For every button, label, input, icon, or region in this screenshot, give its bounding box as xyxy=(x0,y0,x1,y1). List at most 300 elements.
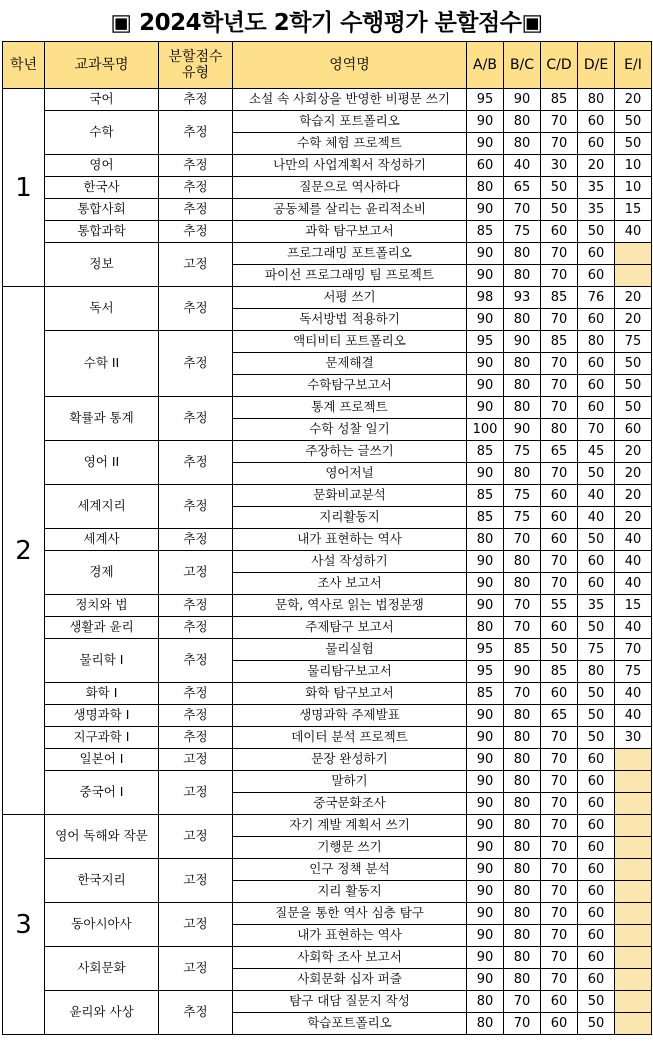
score-cd-cell: 70 xyxy=(541,925,578,947)
score-de-cell: 60 xyxy=(578,881,615,903)
subject-cell: 동아시아사 xyxy=(45,903,159,947)
score-bc-cell: 80 xyxy=(504,771,541,793)
header-ei: E/I xyxy=(615,42,652,89)
subject-cell: 수학 xyxy=(45,111,159,155)
score-ab-cell: 80 xyxy=(467,529,504,551)
type-cell: 추정 xyxy=(159,221,233,243)
score-ei-cell: 20 xyxy=(615,287,652,309)
score-ab-cell: 90 xyxy=(467,925,504,947)
score-bc-cell: 75 xyxy=(504,485,541,507)
score-ab-cell: 90 xyxy=(467,793,504,815)
subject-cell: 영어 독해와 작문 xyxy=(45,815,159,859)
score-de-cell: 60 xyxy=(578,375,615,397)
score-ab-cell: 90 xyxy=(467,309,504,331)
area-cell: 독서방법 적용하기 xyxy=(233,309,467,331)
subject-cell: 확률과 통계 xyxy=(45,397,159,441)
area-cell: 말하기 xyxy=(233,771,467,793)
score-cd-cell: 55 xyxy=(541,595,578,617)
table-row xyxy=(3,815,652,837)
area-cell: 공동체를 살리는 윤리적소비 xyxy=(233,199,467,221)
score-de-cell: 50 xyxy=(578,705,615,727)
score-ab-cell: 90 xyxy=(467,551,504,573)
score-bc-cell: 80 xyxy=(504,397,541,419)
score-de-cell: 60 xyxy=(578,353,615,375)
score-ab-cell: 90 xyxy=(467,947,504,969)
score-de-cell: 60 xyxy=(578,749,615,771)
type-cell: 추정 xyxy=(159,595,233,617)
score-de-cell: 80 xyxy=(578,89,615,111)
score-bc-cell: 80 xyxy=(504,463,541,485)
area-cell: 수학탐구보고서 xyxy=(233,375,467,397)
subject-cell: 세계지리 xyxy=(45,485,159,529)
score-ei-cell: 20 xyxy=(615,485,652,507)
table-row xyxy=(3,441,652,463)
score-de-cell: 60 xyxy=(578,111,615,133)
score-bc-cell: 90 xyxy=(504,661,541,683)
area-cell: 물리탐구보고서 xyxy=(233,661,467,683)
grade-cell: 1 xyxy=(3,89,45,287)
type-cell: 고정 xyxy=(159,749,233,771)
table-row xyxy=(3,485,652,507)
score-de-cell: 35 xyxy=(578,177,615,199)
score-de-cell: 60 xyxy=(578,551,615,573)
area-cell: 과학 탐구보고서 xyxy=(233,221,467,243)
score-de-cell: 60 xyxy=(578,815,615,837)
score-ab-cell: 90 xyxy=(467,397,504,419)
score-bc-cell: 70 xyxy=(504,991,541,1013)
score-bc-cell: 80 xyxy=(504,903,541,925)
score-cd-cell: 60 xyxy=(541,1013,578,1035)
area-cell: 문제해결 xyxy=(233,353,467,375)
score-bc-cell: 93 xyxy=(504,287,541,309)
header-grade: 학년 xyxy=(3,42,45,89)
score-ei-cell: 50 xyxy=(615,353,652,375)
score-bc-cell: 90 xyxy=(504,89,541,111)
header-area: 영역명 xyxy=(233,42,467,89)
score-ei-cell: 75 xyxy=(615,331,652,353)
type-cell: 고정 xyxy=(159,859,233,903)
score-ab-cell: 95 xyxy=(467,661,504,683)
score-ab-cell: 90 xyxy=(467,353,504,375)
score-bc-cell: 80 xyxy=(504,705,541,727)
score-ab-cell: 95 xyxy=(467,89,504,111)
score-cd-cell: 30 xyxy=(541,155,578,177)
score-de-cell: 50 xyxy=(578,1013,615,1035)
score-bc-cell: 80 xyxy=(504,111,541,133)
score-cd-cell: 70 xyxy=(541,111,578,133)
score-de-cell: 60 xyxy=(578,243,615,265)
score-ei-cell xyxy=(615,969,652,991)
area-cell: 주제탐구 보고서 xyxy=(233,617,467,639)
area-cell: 수학 체험 프로젝트 xyxy=(233,133,467,155)
table-row xyxy=(3,595,652,617)
subject-cell: 생활과 윤리 xyxy=(45,617,159,639)
score-cd-cell: 65 xyxy=(541,441,578,463)
score-de-cell: 60 xyxy=(578,573,615,595)
score-cd-cell: 70 xyxy=(541,309,578,331)
score-cd-cell: 70 xyxy=(541,793,578,815)
page-title: ▣ 2024학년도 2학기 수행평가 분할점수▣ xyxy=(110,10,543,36)
table-row xyxy=(3,89,652,111)
area-cell: 물리실험 xyxy=(233,639,467,661)
type-cell: 추정 xyxy=(159,485,233,529)
type-cell: 추정 xyxy=(159,111,233,155)
table-row xyxy=(3,617,652,639)
header-ab: A/B xyxy=(467,42,504,89)
type-cell: 추정 xyxy=(159,177,233,199)
score-ab-cell: 90 xyxy=(467,859,504,881)
type-cell: 추정 xyxy=(159,705,233,727)
table-row xyxy=(3,705,652,727)
score-ab-cell: 90 xyxy=(467,133,504,155)
score-cd-cell: 70 xyxy=(541,463,578,485)
table-row xyxy=(3,111,652,133)
score-cd-cell: 85 xyxy=(541,287,578,309)
score-ab-cell: 80 xyxy=(467,177,504,199)
score-ei-cell: 40 xyxy=(615,573,652,595)
score-cd-cell: 70 xyxy=(541,837,578,859)
header-type-line1: 분할점수 xyxy=(168,48,223,65)
score-cd-cell: 70 xyxy=(541,947,578,969)
score-ab-cell: 90 xyxy=(467,705,504,727)
score-ab-cell: 90 xyxy=(467,903,504,925)
score-cd-cell: 70 xyxy=(541,573,578,595)
score-cd-cell: 70 xyxy=(541,749,578,771)
score-ab-cell: 90 xyxy=(467,881,504,903)
type-cell: 추정 xyxy=(159,441,233,485)
table-row xyxy=(3,221,652,243)
subject-cell: 통합사회 xyxy=(45,199,159,221)
subject-cell: 사회문화 xyxy=(45,947,159,991)
score-bc-cell: 80 xyxy=(504,947,541,969)
score-ab-cell: 90 xyxy=(467,837,504,859)
score-bc-cell: 75 xyxy=(504,221,541,243)
header-subject: 교과목명 xyxy=(45,42,159,89)
table-row xyxy=(3,199,652,221)
score-ei-cell: 10 xyxy=(615,155,652,177)
score-table-body xyxy=(3,89,652,1035)
table-row xyxy=(3,155,652,177)
score-ab-cell: 95 xyxy=(467,639,504,661)
subject-cell: 독서 xyxy=(45,287,159,331)
table-row xyxy=(3,639,652,661)
area-cell: 문학, 역사로 읽는 법정분쟁 xyxy=(233,595,467,617)
area-cell: 주장하는 글쓰기 xyxy=(233,441,467,463)
score-de-cell: 50 xyxy=(578,617,615,639)
area-cell: 생명과학 주제발표 xyxy=(233,705,467,727)
score-de-cell: 50 xyxy=(578,221,615,243)
score-de-cell: 60 xyxy=(578,133,615,155)
score-bc-cell: 70 xyxy=(504,683,541,705)
score-de-cell: 50 xyxy=(578,463,615,485)
score-bc-cell: 80 xyxy=(504,727,541,749)
score-cd-cell: 85 xyxy=(541,89,578,111)
area-cell: 사회학 조사 보고서 xyxy=(233,947,467,969)
score-de-cell: 60 xyxy=(578,793,615,815)
score-ei-cell xyxy=(615,793,652,815)
score-ei-cell: 40 xyxy=(615,529,652,551)
score-bc-cell: 80 xyxy=(504,793,541,815)
score-de-cell: 45 xyxy=(578,441,615,463)
score-cd-cell: 70 xyxy=(541,903,578,925)
score-ei-cell xyxy=(615,1013,652,1035)
score-ei-cell: 50 xyxy=(615,111,652,133)
score-de-cell: 40 xyxy=(578,485,615,507)
score-cd-cell: 60 xyxy=(541,221,578,243)
score-cd-cell: 65 xyxy=(541,705,578,727)
score-ab-cell: 90 xyxy=(467,375,504,397)
score-de-cell: 50 xyxy=(578,991,615,1013)
score-bc-cell: 70 xyxy=(504,199,541,221)
area-cell: 기행문 쓰기 xyxy=(233,837,467,859)
score-ei-cell: 50 xyxy=(615,397,652,419)
area-cell: 내가 표현하는 역사 xyxy=(233,925,467,947)
score-ei-cell: 40 xyxy=(615,683,652,705)
score-cd-cell: 60 xyxy=(541,529,578,551)
score-ab-cell: 90 xyxy=(467,727,504,749)
table-row xyxy=(3,331,652,353)
score-ei-cell xyxy=(615,771,652,793)
score-ab-cell: 90 xyxy=(467,199,504,221)
subject-cell: 중국어 I xyxy=(45,771,159,815)
area-cell: 자기 계발 계획서 쓰기 xyxy=(233,815,467,837)
header-cd: C/D xyxy=(541,42,578,89)
subject-cell: 영어 II xyxy=(45,441,159,485)
score-ei-cell: 30 xyxy=(615,727,652,749)
subject-cell: 세계사 xyxy=(45,529,159,551)
score-cd-cell: 70 xyxy=(541,353,578,375)
score-cd-cell: 60 xyxy=(541,683,578,705)
score-de-cell: 60 xyxy=(578,309,615,331)
score-cd-cell: 80 xyxy=(541,419,578,441)
table-row xyxy=(3,903,652,925)
score-cd-cell: 50 xyxy=(541,177,578,199)
grade-cell: 2 xyxy=(3,287,45,815)
score-cd-cell: 70 xyxy=(541,375,578,397)
subject-cell: 한국지리 xyxy=(45,859,159,903)
score-ei-cell: 15 xyxy=(615,199,652,221)
score-ab-cell: 60 xyxy=(467,155,504,177)
score-de-cell: 60 xyxy=(578,771,615,793)
subject-cell: 한국사 xyxy=(45,177,159,199)
score-cd-cell: 60 xyxy=(541,617,578,639)
score-bc-cell: 80 xyxy=(504,133,541,155)
score-cd-cell: 50 xyxy=(541,199,578,221)
score-de-cell: 80 xyxy=(578,661,615,683)
area-cell: 소설 속 사회상을 반영한 비평문 쓰기 xyxy=(233,89,467,111)
area-cell: 데이터 분석 프로젝트 xyxy=(233,727,467,749)
area-cell: 수학 성찰 일기 xyxy=(233,419,467,441)
score-ei-cell xyxy=(615,991,652,1013)
score-ei-cell xyxy=(615,837,652,859)
score-de-cell: 20 xyxy=(578,155,615,177)
score-bc-cell: 65 xyxy=(504,177,541,199)
area-cell: 내가 표현하는 역사 xyxy=(233,529,467,551)
score-ei-cell: 20 xyxy=(615,463,652,485)
type-cell: 추정 xyxy=(159,529,233,551)
table-row xyxy=(3,551,652,573)
score-ab-cell: 85 xyxy=(467,221,504,243)
area-cell: 지리 활동지 xyxy=(233,881,467,903)
area-cell: 탐구 대담 질문지 작성 xyxy=(233,991,467,1013)
subject-cell: 국어 xyxy=(45,89,159,111)
subject-cell: 윤리와 사상 xyxy=(45,991,159,1035)
score-ei-cell xyxy=(615,925,652,947)
score-ab-cell: 98 xyxy=(467,287,504,309)
score-bc-cell: 90 xyxy=(504,331,541,353)
score-ei-cell: 70 xyxy=(615,639,652,661)
area-cell: 질문을 통한 역사 심층 탐구 xyxy=(233,903,467,925)
type-cell: 추정 xyxy=(159,287,233,331)
score-ei-cell: 50 xyxy=(615,133,652,155)
score-cd-cell: 85 xyxy=(541,331,578,353)
score-de-cell: 60 xyxy=(578,859,615,881)
score-cd-cell: 85 xyxy=(541,661,578,683)
score-ei-cell: 75 xyxy=(615,661,652,683)
score-bc-cell: 70 xyxy=(504,617,541,639)
area-cell: 영어저널 xyxy=(233,463,467,485)
score-ei-cell: 60 xyxy=(615,419,652,441)
score-ei-cell: 40 xyxy=(615,551,652,573)
score-ei-cell: 10 xyxy=(615,177,652,199)
area-cell: 화학 탐구보고서 xyxy=(233,683,467,705)
score-ab-cell: 90 xyxy=(467,749,504,771)
score-bc-cell: 80 xyxy=(504,969,541,991)
area-cell: 학습포트폴리오 xyxy=(233,1013,467,1035)
score-cd-cell: 70 xyxy=(541,243,578,265)
area-cell: 서평 쓰기 xyxy=(233,287,467,309)
score-bc-cell: 70 xyxy=(504,1013,541,1035)
score-bc-cell: 90 xyxy=(504,419,541,441)
table-row xyxy=(3,771,652,793)
type-cell: 고정 xyxy=(159,947,233,991)
score-bc-cell: 40 xyxy=(504,155,541,177)
table-row xyxy=(3,177,652,199)
score-de-cell: 50 xyxy=(578,727,615,749)
area-cell: 사설 작성하기 xyxy=(233,551,467,573)
score-de-cell: 76 xyxy=(578,287,615,309)
score-ab-cell: 90 xyxy=(467,243,504,265)
subject-cell: 정보 xyxy=(45,243,159,287)
table-row xyxy=(3,397,652,419)
type-cell: 추정 xyxy=(159,617,233,639)
table-row xyxy=(3,243,652,265)
area-cell: 액티비티 포트폴리오 xyxy=(233,331,467,353)
type-cell: 추정 xyxy=(159,727,233,749)
type-cell: 추정 xyxy=(159,89,233,111)
score-de-cell: 60 xyxy=(578,397,615,419)
score-de-cell: 60 xyxy=(578,969,615,991)
score-de-cell: 50 xyxy=(578,529,615,551)
area-cell: 파이선 프로그래밍 팀 프로젝트 xyxy=(233,265,467,287)
score-ei-cell xyxy=(615,881,652,903)
score-de-cell: 60 xyxy=(578,947,615,969)
score-cd-cell: 70 xyxy=(541,397,578,419)
score-ei-cell xyxy=(615,815,652,837)
score-cd-cell: 70 xyxy=(541,859,578,881)
score-ei-cell: 50 xyxy=(615,375,652,397)
score-ei-cell xyxy=(615,243,652,265)
type-cell: 고정 xyxy=(159,903,233,947)
area-cell: 지리활동지 xyxy=(233,507,467,529)
score-ab-cell: 80 xyxy=(467,991,504,1013)
score-cd-cell: 70 xyxy=(541,727,578,749)
subject-cell: 일본어 I xyxy=(45,749,159,771)
score-bc-cell: 80 xyxy=(504,815,541,837)
subject-cell: 화학 I xyxy=(45,683,159,705)
area-cell: 프로그래밍 포트폴리오 xyxy=(233,243,467,265)
score-ab-cell: 90 xyxy=(467,463,504,485)
type-cell: 고정 xyxy=(159,815,233,859)
score-bc-cell: 80 xyxy=(504,309,541,331)
score-ei-cell xyxy=(615,859,652,881)
subject-cell: 영어 xyxy=(45,155,159,177)
subject-cell: 물리학 I xyxy=(45,639,159,683)
area-cell: 문화비교분석 xyxy=(233,485,467,507)
score-bc-cell: 80 xyxy=(504,243,541,265)
score-de-cell: 35 xyxy=(578,199,615,221)
score-ab-cell: 80 xyxy=(467,617,504,639)
score-ab-cell: 85 xyxy=(467,507,504,529)
subject-cell: 통합과학 xyxy=(45,221,159,243)
score-ab-cell: 85 xyxy=(467,683,504,705)
table-row xyxy=(3,859,652,881)
subject-cell: 경제 xyxy=(45,551,159,595)
score-bc-cell: 85 xyxy=(504,639,541,661)
type-cell: 추정 xyxy=(159,199,233,221)
area-cell: 학습지 포트폴리오 xyxy=(233,111,467,133)
score-de-cell: 60 xyxy=(578,265,615,287)
score-ei-cell: 20 xyxy=(615,309,652,331)
score-bc-cell: 80 xyxy=(504,925,541,947)
area-cell: 사회문화 십자 퍼즐 xyxy=(233,969,467,991)
area-cell: 질문으로 역사하다 xyxy=(233,177,467,199)
score-ei-cell: 40 xyxy=(615,617,652,639)
score-cd-cell: 70 xyxy=(541,771,578,793)
table-row xyxy=(3,991,652,1013)
score-bc-cell: 75 xyxy=(504,507,541,529)
area-cell: 문장 완성하기 xyxy=(233,749,467,771)
score-de-cell: 80 xyxy=(578,331,615,353)
score-table xyxy=(2,41,652,1035)
area-cell: 중국문화조사 xyxy=(233,793,467,815)
score-ei-cell xyxy=(615,903,652,925)
score-bc-cell: 80 xyxy=(504,573,541,595)
score-bc-cell: 80 xyxy=(504,375,541,397)
score-ab-cell: 90 xyxy=(467,265,504,287)
score-ei-cell: 40 xyxy=(615,221,652,243)
table-row xyxy=(3,749,652,771)
grade-cell: 3 xyxy=(3,815,45,1035)
type-cell: 고정 xyxy=(159,243,233,287)
score-cd-cell: 70 xyxy=(541,881,578,903)
score-ei-cell: 20 xyxy=(615,507,652,529)
score-de-cell: 70 xyxy=(578,419,615,441)
score-cd-cell: 60 xyxy=(541,485,578,507)
score-ab-cell: 90 xyxy=(467,815,504,837)
score-bc-cell: 75 xyxy=(504,441,541,463)
score-ab-cell: 90 xyxy=(467,969,504,991)
score-de-cell: 75 xyxy=(578,639,615,661)
score-cd-cell: 70 xyxy=(541,815,578,837)
type-cell: 추정 xyxy=(159,639,233,683)
area-cell: 나만의 사업계획서 작성하기 xyxy=(233,155,467,177)
table-row xyxy=(3,287,652,309)
score-cd-cell: 50 xyxy=(541,639,578,661)
score-de-cell: 40 xyxy=(578,507,615,529)
score-cd-cell: 60 xyxy=(541,991,578,1013)
table-row xyxy=(3,947,652,969)
